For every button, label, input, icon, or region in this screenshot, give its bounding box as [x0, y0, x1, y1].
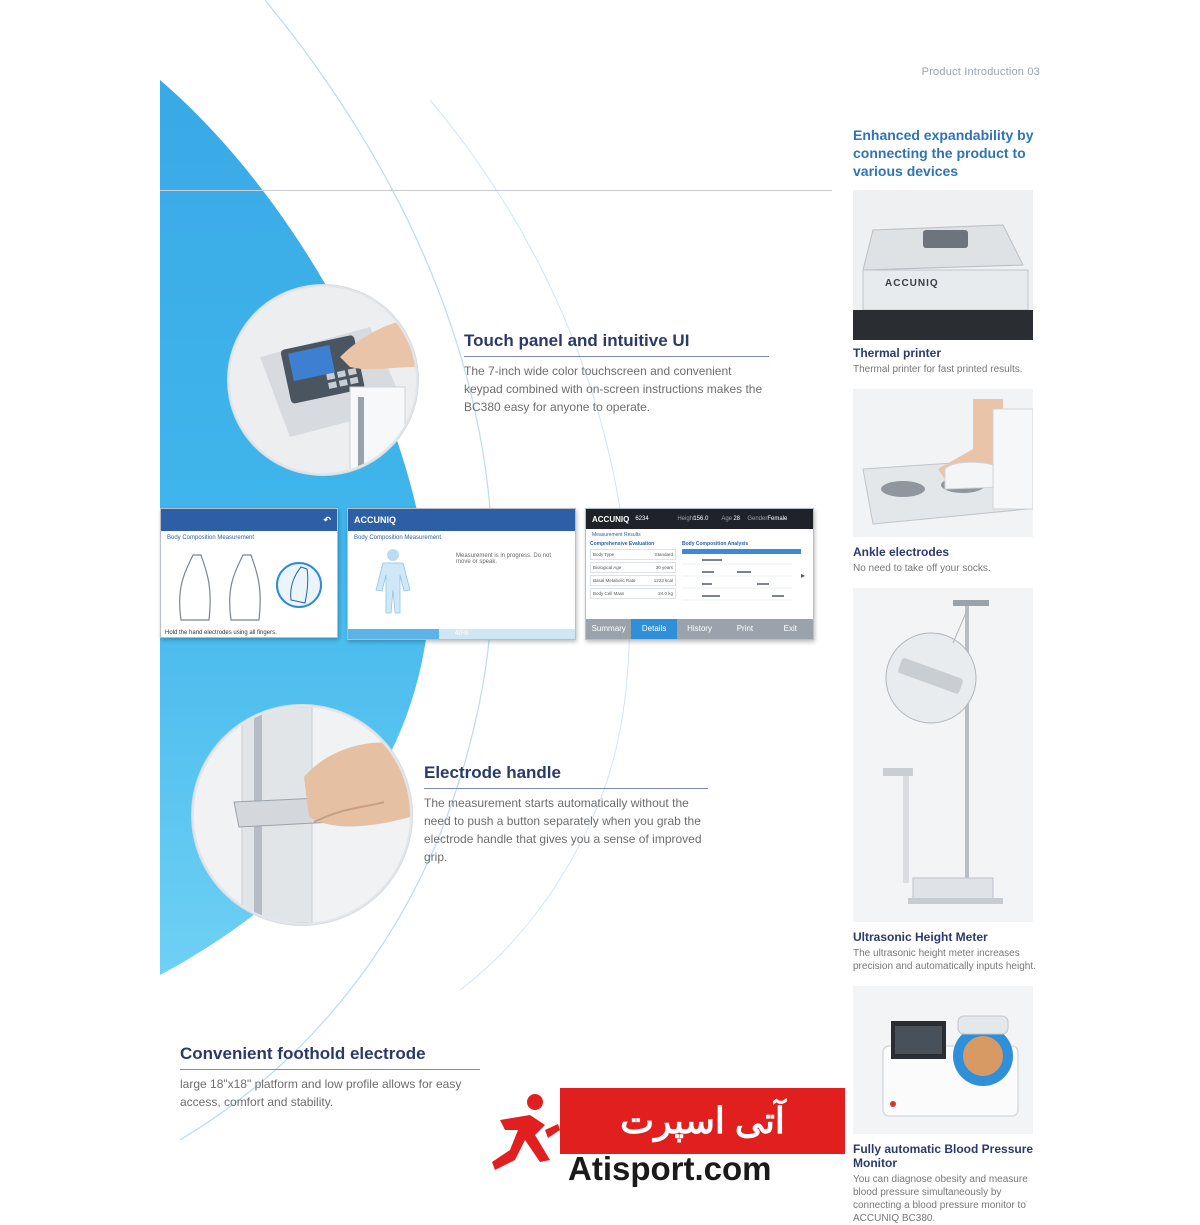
gender-label: Gender — [747, 516, 768, 522]
sidebar-item — [853, 346, 1043, 376]
touch-panel-feature — [464, 331, 769, 416]
feature-description: The 7-inch wide color touchscreen and convenient keypad combined with on-screen instructions makes the BC380 easy for anyone to operate. — [464, 364, 763, 414]
feature-title: Convenient foothold electrode — [180, 1044, 426, 1063]
blood-pressure-illustration — [853, 986, 1033, 1134]
screen-topbar — [586, 509, 813, 529]
feature-divider — [424, 788, 708, 789]
sidebar-item-title: Fully automatic Blood Pressure Monitor — [853, 1142, 1034, 1170]
tab-history[interactable]: History — [677, 619, 722, 639]
screen-topbar — [348, 509, 575, 531]
height-value: 156.0 — [693, 516, 709, 522]
feature-description: large 18"x18" platform and low profile allows for easy access, comfort and stability. — [180, 1077, 462, 1109]
feature-divider — [180, 1069, 480, 1070]
ankle-electrodes-illustration — [853, 389, 1033, 537]
thermal-printer-illustration — [853, 190, 1033, 340]
status-text: Measurement is in progress. Do not move or speak. — [456, 553, 552, 565]
back-icon: ↶ — [323, 515, 331, 525]
feature-divider — [464, 356, 769, 357]
screen-measurement-results — [585, 508, 814, 640]
tab-details[interactable]: Details — [631, 619, 676, 639]
tab-print[interactable]: Print — [722, 619, 767, 639]
analysis-panel — [676, 541, 801, 611]
eval-label: Basal Metabolic Rate — [593, 578, 636, 583]
progress-label: 40% — [454, 630, 469, 637]
analysis-chart — [682, 554, 800, 606]
thermal-printer-photo — [853, 190, 1033, 340]
eval-row — [590, 549, 676, 560]
evaluation-panel — [590, 541, 676, 611]
eval-label: Body Type — [593, 552, 615, 557]
atisport-runner-logo — [490, 1090, 560, 1180]
touch-panel-illustration — [230, 287, 416, 473]
ankle-electrodes-photo — [853, 389, 1033, 537]
brand-label: ACCUNIQ — [592, 514, 630, 524]
electrode-handle-feature — [424, 763, 708, 866]
gender-value: Female — [767, 516, 788, 522]
eval-row — [590, 575, 676, 586]
progress-bar — [348, 629, 575, 639]
feature-title: Electrode handle — [424, 763, 561, 782]
atisport-brand-box — [560, 1088, 845, 1154]
eval-value: Standard — [654, 552, 673, 557]
sidebar-item-desc: No need to take off your socks. — [853, 563, 991, 574]
sidebar-item-title: Ultrasonic Height Meter — [853, 930, 988, 944]
eval-row — [590, 588, 676, 599]
printer-brand: ACCUNIQ — [885, 278, 939, 289]
sidebar-item-title: Ankle electrodes — [853, 545, 950, 559]
electrode-handle-photo — [192, 705, 412, 925]
age-label: Age — [721, 516, 733, 522]
page-header: Product Introduction 03 — [921, 66, 1040, 78]
age-value: 28 — [733, 516, 741, 522]
header-divider — [160, 190, 832, 191]
brand-url: Atisport.com — [568, 1150, 772, 1187]
brand-label: ACCUNIQ — [354, 515, 396, 525]
sidebar-item-desc: The ultrasonic height meter increases precision and automatically inputs height. — [853, 948, 1036, 972]
eval-value: 24.0 kg — [658, 591, 673, 596]
screen-topbar — [161, 509, 337, 531]
eval-label: Body Cell Mass — [593, 591, 625, 596]
chevron-right-icon[interactable]: ▸ — [801, 571, 806, 580]
feature-description: The measurement starts automatically without the need to push a button separately when you grab the electrode handle that gives you a sense of improved grip. — [424, 796, 702, 864]
section-title: Body Composition Analysis — [682, 541, 749, 547]
tab-exit[interactable]: Exit — [768, 619, 813, 639]
sidebar-heading: Enhanced expandability by connecting the product to various devices — [853, 127, 1034, 179]
height-meter-photo — [853, 588, 1033, 922]
feature-title: Touch panel and intuitive UI — [464, 331, 690, 350]
brand-persian: آتی اسپرت — [620, 1100, 785, 1141]
height-label: Height — [677, 516, 695, 522]
screen-measurement-progress — [347, 508, 576, 640]
screen-caption: Hold the hand electrodes using all fingers. — [165, 630, 277, 636]
results-label: Measurement Results — [592, 532, 641, 538]
electrode-handle-illustration — [194, 707, 410, 923]
screen-hand-electrodes — [160, 508, 338, 638]
foothold-feature — [180, 1044, 480, 1111]
sidebar-item-desc: Thermal printer for fast printed results. — [853, 364, 1023, 375]
tab-summary[interactable]: Summary — [586, 619, 631, 639]
height-meter-illustration — [853, 588, 1033, 922]
screen-tab-bar — [586, 619, 813, 639]
eval-value: 1223 kcal — [653, 578, 673, 583]
eval-label: Biological Age — [593, 565, 622, 570]
eval-row — [590, 562, 676, 573]
touch-panel-photo — [228, 285, 418, 475]
sidebar-item — [853, 545, 1043, 575]
screen-header: Body Composition Measurement — [167, 535, 255, 541]
user-id: 6234 — [635, 516, 649, 522]
sidebar-item-desc: You can diagnose obesity and measure blood pressure simultaneously by connecting a blood pressure monitor to ACCUNIQ BC380. — [853, 1174, 1028, 1224]
sidebar-item-title: Thermal printer — [853, 346, 942, 360]
screen-header: Body Composition Measurement — [354, 535, 442, 541]
hand-diagram — [161, 545, 337, 625]
sidebar-item — [853, 930, 1043, 973]
eval-value: 30 years — [655, 565, 673, 570]
blood-pressure-photo — [853, 986, 1033, 1134]
sidebar-item — [853, 1142, 1043, 1225]
section-title: Comprehensive Evaluation — [590, 541, 655, 547]
